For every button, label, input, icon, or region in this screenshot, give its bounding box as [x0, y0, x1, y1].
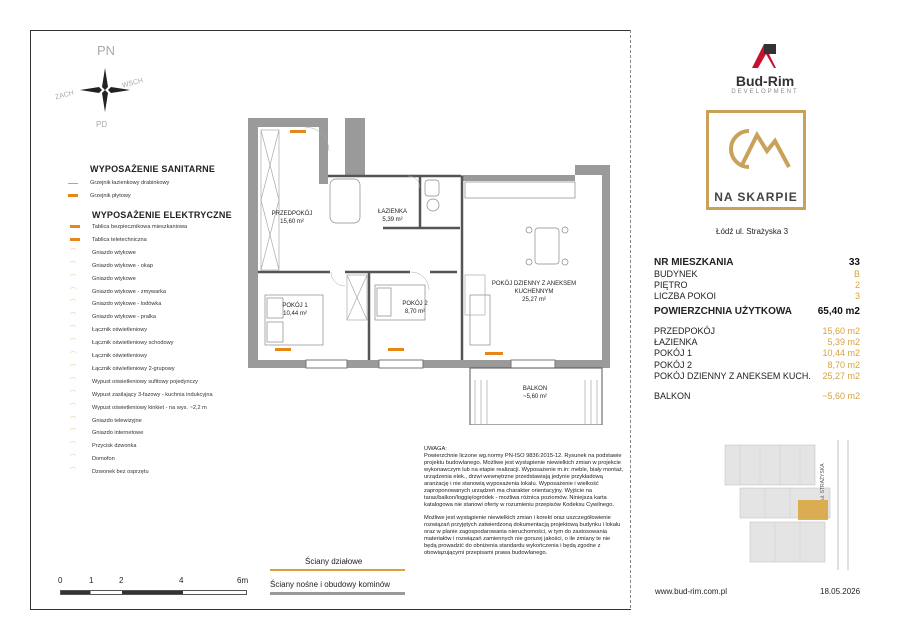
legend-symbol-icon: ⌒: [70, 301, 77, 308]
legend-item: ⌒ Gniazdo wtykowe - zmywarka: [70, 288, 166, 295]
room-lazienka: ŁAZIENKA 5,39 m²: [377, 209, 407, 223]
bearing-line: [270, 592, 405, 595]
compass-e: WSCH: [121, 77, 144, 90]
legend-item: ⌒ Dzwonek bez osprzętu: [70, 469, 149, 476]
room-pokoj1: POKÓJ 1 10,44 m²: [282, 303, 308, 317]
scale-label: 1: [89, 576, 94, 585]
scale-label: 4: [179, 576, 184, 585]
legend-item: ⌒ Gniazdo wtykowe: [70, 249, 136, 256]
legend-item: Grzejnik łazienkowy drabinkowy: [90, 180, 169, 186]
notes: [424, 446, 624, 557]
legend-item: ⌒ Wypust zasilający 3-fazowy - kuchnia indukcyjna: [70, 391, 213, 398]
cut-line: [630, 30, 631, 608]
logo-mark-icon: [720, 40, 810, 70]
legend-item: ⌒ Łącznik oświetleniowy: [70, 327, 148, 334]
legend-symbol-icon: ⌒: [70, 378, 77, 385]
legend-symbol-icon: ⌒: [70, 365, 77, 372]
legend-symbol-icon: ⌒: [70, 404, 77, 411]
legend-symbol-icon: ⌒: [70, 288, 77, 295]
footer-date: 18.05.2026: [820, 587, 861, 596]
legend-item: ⌒ Gniazdo wtykowe - pralka: [70, 314, 157, 321]
project-address: Łódź ul. Strażyska 3: [716, 227, 789, 236]
scale-label: 2: [119, 576, 124, 585]
legend-symbol-icon: ⌒: [70, 249, 77, 256]
legend-item: ⌒ Domofon: [70, 456, 115, 463]
company-logo: [720, 40, 810, 100]
legend-symbol-icon: ⌒: [70, 469, 77, 476]
room-przedpokoj: PRZEDPOKÓJ 15,60 m²: [271, 211, 313, 225]
project-mark-icon: [709, 113, 803, 183]
notes-title: UWAGA:: [424, 446, 447, 452]
legend-item: ⌒ Gniazdo wtykowe - lodówka: [70, 301, 162, 308]
street-label: ul. STRAŻYSKA: [820, 463, 826, 500]
floor-plan: [245, 110, 615, 425]
legend-item: Grzejnik płytowy: [90, 193, 131, 199]
sanitary-title: WYPOSAŻENIE SANITARNE: [90, 164, 216, 174]
compass-s: PD: [96, 120, 108, 129]
notes-p2: Możliwe jest wystąpienie niewielkich zmian i korekt oraz uszczegółowienie rozwiązań przyjętych zatwierdzoną dokumentacją projektową budynku i lokalu oraz w planie zagospodarowania nieruchomości, w tym do zastosowania materiałów i rozwiązań zamiennych nie gorszej jakości, o ile zmiany te nie będą prowadzić do obniżenia standardu wykończenia i będą zgodne z obowiązującymi przepisami prawa budowlanego.: [424, 515, 621, 556]
legend-item: ⌒ Wypust oświetleniowy kinkiet - na wys. ~2,2 m: [70, 404, 207, 411]
legend-symbol-icon: ⌒: [70, 417, 77, 424]
floor-plan-drawing: [245, 110, 615, 425]
legend-symbol-icon: ⌒: [70, 340, 77, 347]
site-plan: [720, 440, 870, 570]
legend-item: ⌒ Gniazdo telewizyjne: [70, 417, 142, 424]
legend-symbol-icon: ⌒: [70, 262, 77, 269]
room-dzienny: POKÓJ DZIENNY Z ANEKSEM KUCHENNYM 25,27 m²: [491, 281, 577, 303]
project-name: NA SKARPIE: [714, 190, 798, 204]
legend-item: ⌒ Gniazdo wtykowe: [70, 275, 136, 282]
company-sub: DEVELOPMENT: [731, 89, 799, 95]
compass-n: PN: [97, 43, 116, 58]
partition-line: [270, 569, 405, 571]
compass-w: ZACH: [54, 89, 75, 102]
legend-item: ⌒ Gniazdo internetowe: [70, 430, 144, 437]
legend-item: ⌒ Wypust oświetleniowy sufitowy pojedynczy: [70, 378, 198, 385]
footer-url[interactable]: www.bud-rim.com.pl: [655, 587, 728, 596]
legend-item: Tablica bezpiecznikowa mieszkaniowa: [92, 224, 187, 230]
legend-item: Tablica teletechniczna: [92, 237, 147, 243]
scale-bar-graphic: [60, 590, 247, 595]
legend-item: ⌒ Łącznik oświetleniowy 2-grupowy: [70, 365, 175, 372]
legend-symbol-icon: ⌒: [70, 327, 77, 334]
partition-walls-legend: [270, 557, 405, 571]
electric-title: WYPOSAŻENIE ELEKTRYCZNE: [92, 210, 232, 220]
scale-label: 6m: [237, 576, 249, 585]
room-balkon: BALKON ~5,60 m²: [522, 386, 548, 400]
legend-item: ⌒ Gniazdo wtykowe - okap: [70, 262, 153, 269]
legend-symbol-icon: ⌒: [70, 314, 77, 321]
notes-p1: Powierzchnie liczone wg.normy PN-ISO 9836:2015-12. Rysunek na podstawie projektu budowlanego. Możliwe jest wystąpienie niewielkich zmian w projekcie wykonawczym lub na etapie realizacji. Wyposażenie m.in: meble, biały montaż, urządzenia elek., drzwi wewnętrzne przedstawiają jedynie przykładową aranżację i nie stanowią wyposażenia lokalu. Wyposażenie i wielkość zaproponowanych urządzeń ma charakter orientacyjny. Wyjście na taras/balkon/loggię/ogródek - możliwa różnica poziomów. Niniejsza karta katalogowa nie stanowi oferty w rozumieniu przepisów Kodeksu Cywilnego.: [424, 453, 624, 508]
legend-symbol-icon: ⌒: [70, 275, 77, 282]
bearing-walls-legend: [270, 580, 405, 595]
compass: [50, 40, 160, 135]
scale-bar: [58, 576, 253, 596]
legend-symbol-icon: ⌒: [70, 456, 77, 463]
legend-symbol-icon: [70, 225, 80, 228]
legend-symbol-icon: ⌒: [70, 430, 77, 437]
legend-item: ⌒ Łącznik oświetleniowy schodowy: [70, 340, 174, 347]
project-logo: [706, 110, 806, 210]
bearing-label: Ściany nośne i obudowy kominów: [270, 580, 391, 589]
legend-symbol-icon: [70, 238, 80, 241]
legend-item: ⌒ Przycisk dzwonka: [70, 443, 137, 450]
legend-symbol-icon: ⌒: [70, 391, 77, 398]
legend-symbol-icon: ⌒: [70, 443, 77, 450]
partition-label: Ściany działowe: [305, 557, 363, 566]
site-plan-drawing: [720, 440, 870, 570]
legend-symbol-icon: ⌒: [70, 353, 77, 359]
company-name: Bud-Rim: [735, 73, 795, 89]
room-pokoj2: POKÓJ 2 8,70 m²: [402, 301, 428, 315]
scale-label: 0: [58, 576, 63, 585]
legend-item: ⌒ Łącznik oświetleniowy: [70, 353, 148, 359]
